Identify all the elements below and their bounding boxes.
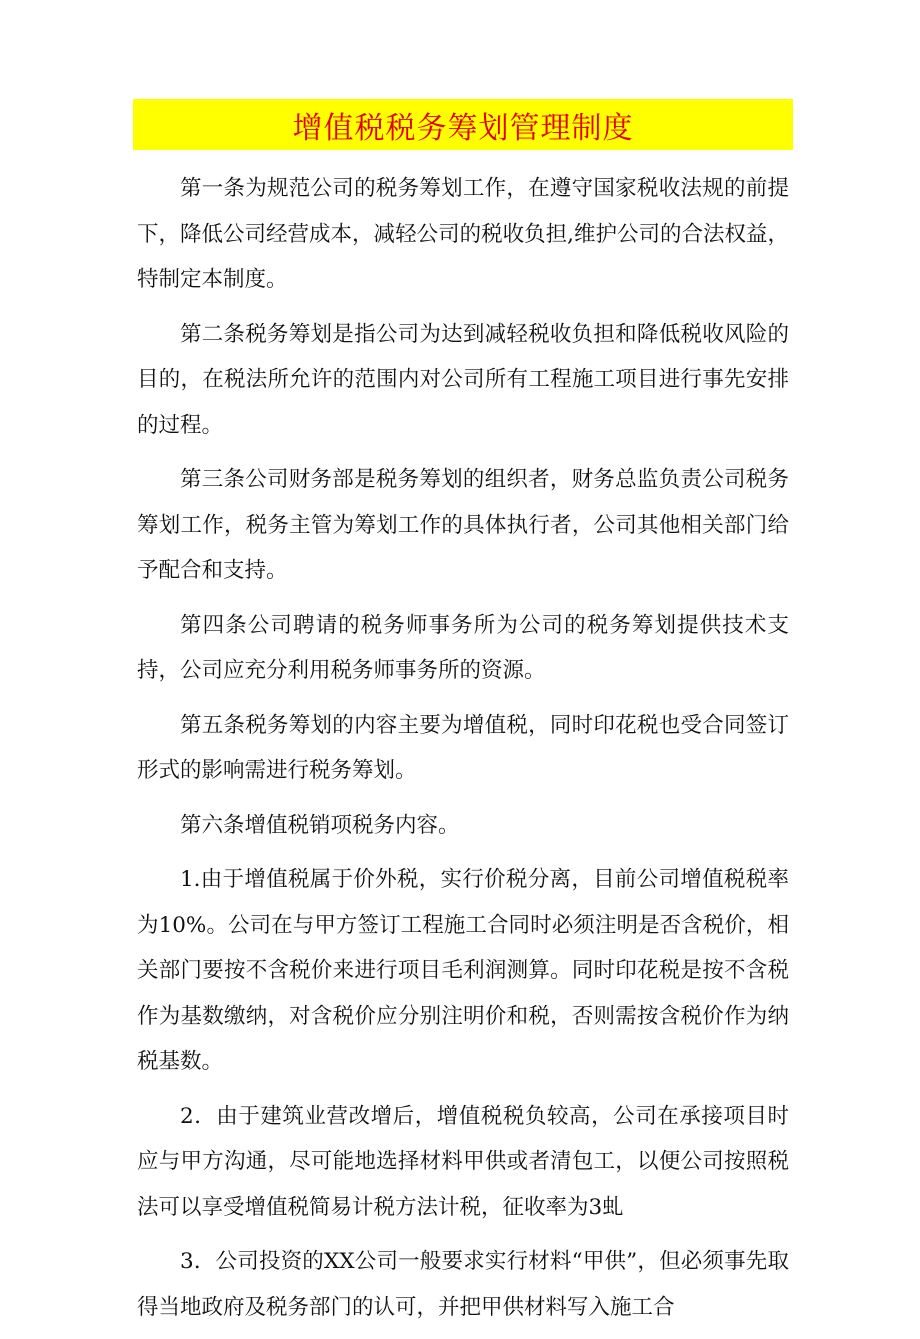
article-6-paragraph: 第六条增值税销项税务内容。: [180, 812, 460, 838]
document-body: [137, 166, 789, 1339]
article-1-paragraph: 第一条为规范公司的税务筹划工作，在遵守国家税收法规的前提下，降低公司经营成本，减轻公司的税收负担,维护公司的合法权益，特制定本制度。: [137, 176, 789, 292]
clause-2-paragraph: 2．由于建筑业营改增后，增值税税负较高，公司在承接项目时应与甲方沟通，尽可能地选择材料甲供或者清包工，以便公司按照税法可以享受增值税简易计税方法计税，征收率为3虬: [137, 1103, 789, 1220]
clause-1-paragraph: 1.由于增值税属于价外税，实行价税分离，目前公司增值税税率为10%。公司在与甲方签订工程施工合同时必须注明是否含税价，相关部门要按不含税价来进行项目毛利润测算。同时印花税是按不含税作为基数缴纳，对含税价应分别注明价和税，否则需按含税价作为纳税基数。: [137, 867, 789, 1074]
article-2-paragraph: 第二条税务筹划是指公司为达到减轻税收负担和降低税收风险的目的，在税法所允许的范围内对公司所有工程施工项目进行事先安排的过程。: [137, 321, 789, 438]
article-4-paragraph: 第四条公司聘请的税务师事务所为公司的税务筹划提供技术支持，公司应充分利用税务师事务所的资源。: [137, 612, 789, 683]
clause-3-paragraph: 3．公司投资的XX公司一般要求实行材料“甲供”，但必须事先取得当地政府及税务部门的认可，并把甲供材料写入施工合: [137, 1249, 789, 1320]
article-3-paragraph: 第三条公司财务部是税务筹划的组织者，财务总监负责公司税务筹划工作，税务主管为筹划工作的具体执行者，公司其他相关部门给予配合和支持。: [137, 467, 789, 583]
title-banner: [133, 99, 793, 150]
document-title: 增值税税务筹划管理制度: [292, 110, 634, 146]
article-5-paragraph: 第五条税务筹划的内容主要为增值税，同时印花税也受合同签订形式的影响需进行税务筹划。: [137, 712, 789, 783]
